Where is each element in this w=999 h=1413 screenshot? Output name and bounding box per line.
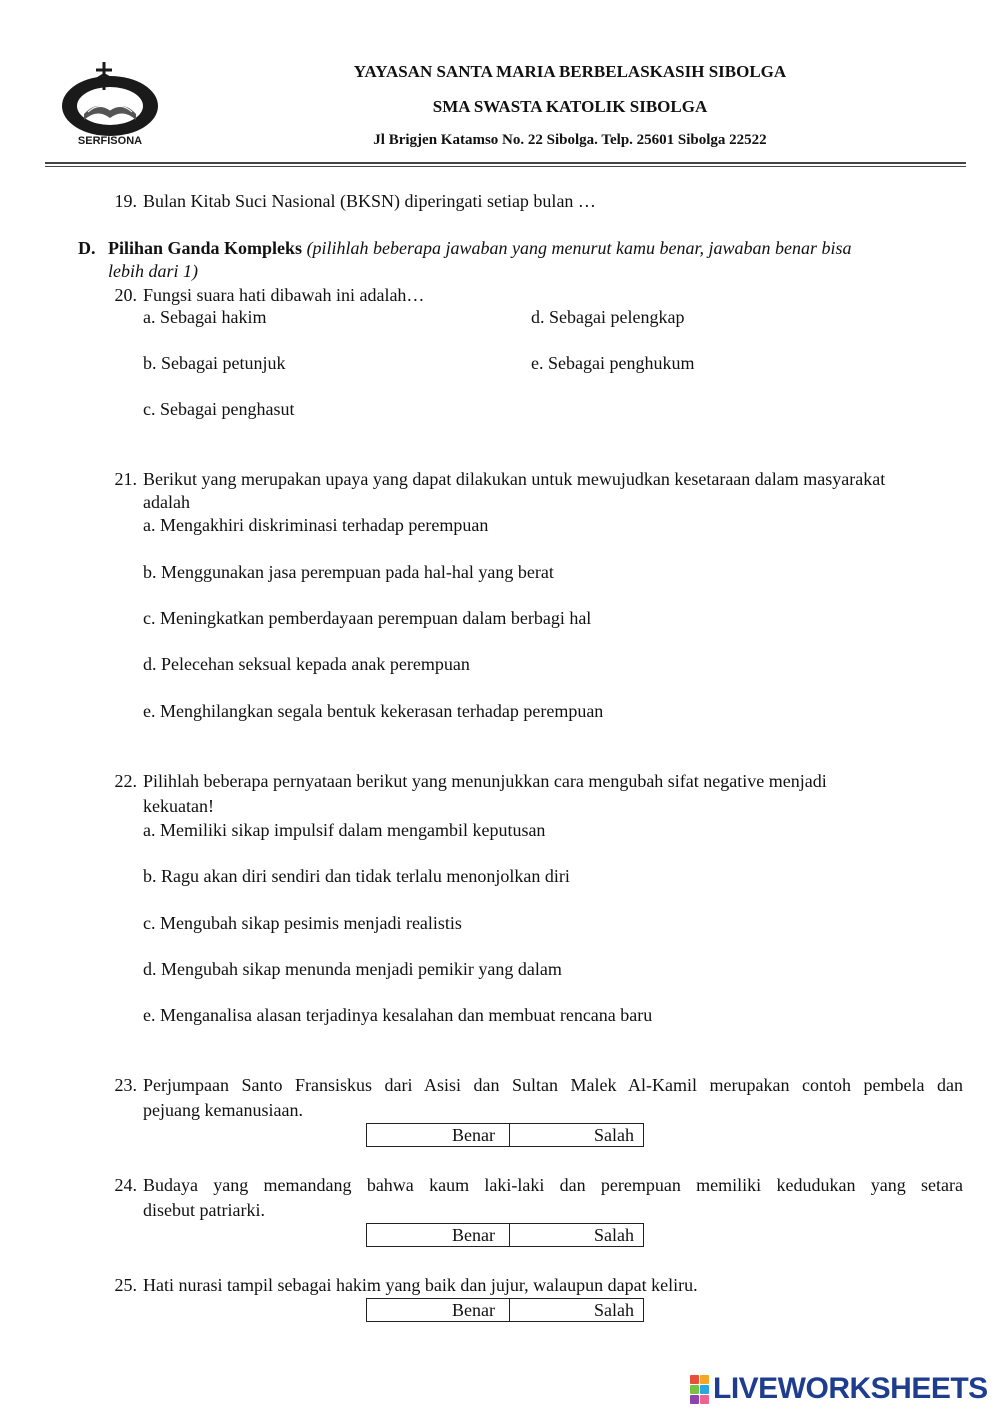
logo-square: [690, 1385, 699, 1394]
answer-option[interactable]: e. Menganalisa alasan terjadinya kesalahan dan membuat rencana baru: [143, 1005, 653, 1025]
true-option[interactable]: Benar: [367, 1224, 510, 1246]
question-text: Hati nurasi tampil sebagai hakim yang baik dan jujur, walaupun dapat keliru.: [143, 1275, 698, 1295]
svg-text:SERFISONA: SERFISONA: [77, 135, 143, 147]
question-text: Fungsi suara hati dibawah ini adalah…: [143, 285, 425, 305]
liveworksheets-logo-icon: [690, 1375, 709, 1404]
section-instruction-cont: lebih dari 1): [108, 261, 198, 281]
answer-option[interactable]: a. Sebagai hakim: [143, 307, 267, 327]
false-option[interactable]: Salah: [594, 1225, 634, 1245]
true-false-selector: [366, 1123, 644, 1147]
question-number: 25.: [114, 1275, 137, 1295]
logo-square: [690, 1395, 699, 1404]
question-text-cont: adalah: [143, 492, 190, 512]
logo-square: [700, 1375, 709, 1384]
true-false-selector: [366, 1223, 644, 1247]
answer-option[interactable]: e. Sebagai penghukum: [531, 353, 695, 373]
question-text: Pilihlah beberapa pernyataan berikut yang menunjukkan cara mengubah sifat negative menjadi: [143, 771, 827, 791]
header-divider: [45, 162, 966, 164]
answer-option[interactable]: b. Sebagai petunjuk: [143, 353, 286, 373]
question-text: Budaya yang memandang bahwa kaum laki-laki dan perempuan memiliki kedudukan yang setara: [143, 1175, 963, 1195]
header-divider-thin: [45, 166, 966, 167]
question-text: Bulan Kitab Suci Nasional (BKSN) diperingati setiap bulan …: [143, 191, 596, 211]
answer-option[interactable]: a. Memiliki sikap impulsif dalam mengambil keputusan: [143, 820, 546, 840]
question-number: 24.: [114, 1175, 137, 1195]
section-label: D.: [78, 238, 96, 258]
true-option[interactable]: Benar: [367, 1299, 510, 1321]
section-heading: [108, 238, 852, 259]
answer-option[interactable]: d. Pelecehan seksual kepada anak perempuan: [143, 654, 470, 674]
answer-option[interactable]: b. Ragu akan diri sendiri dan tidak terlalu menonjolkan diri: [143, 866, 570, 886]
logo-square: [700, 1385, 709, 1394]
answer-option[interactable]: a. Mengakhiri diskriminasi terhadap perempuan: [143, 515, 489, 535]
question-text: Berikut yang merupakan upaya yang dapat dilakukan untuk mewujudkan kesetaraan dalam masyarakat: [143, 469, 886, 489]
foundation-name: YAYASAN SANTA MARIA BERBELASKASIH SIBOLGA: [353, 62, 787, 81]
logo-square: [700, 1395, 709, 1404]
question-number: 20.: [114, 285, 137, 305]
school-address: Jl Brigjen Katamso No. 22 Sibolga. Telp. 25601 Sibolga 22522: [373, 132, 767, 148]
question-text-cont: pejuang kemanusiaan.: [143, 1100, 303, 1120]
answer-option[interactable]: b. Menggunakan jasa perempuan pada hal-hal yang berat: [143, 562, 554, 582]
liveworksheets-brand[interactable]: [690, 1374, 988, 1404]
school-name: SMA SWASTA KATOLIK SIBOLGA: [432, 97, 708, 116]
true-false-selector: [366, 1298, 644, 1322]
logo-square: [690, 1375, 699, 1384]
section-title: Pilihan Ganda Kompleks: [108, 238, 303, 258]
question-text-cont: disebut patriarki.: [143, 1200, 265, 1220]
answer-option[interactable]: d. Mengubah sikap menunda menjadi pemikir yang dalam: [143, 959, 562, 979]
liveworksheets-wordmark: LIVEWORKSHEETS: [713, 1372, 988, 1405]
question-number: 21.: [114, 469, 137, 489]
question-text-cont: kekuatan!: [143, 796, 214, 816]
false-option[interactable]: Salah: [594, 1125, 634, 1145]
question-number: 22.: [114, 771, 137, 791]
question-text: Perjumpaan Santo Fransiskus dari Asisi dan Sultan Malek Al-Kamil merupakan contoh pembela dan: [143, 1075, 963, 1095]
section-instruction: (pilihlah beberapa jawaban yang menurut kamu benar, jawaban benar bisa: [306, 238, 852, 258]
answer-option[interactable]: c. Mengubah sikap pesimis menjadi realistis: [143, 913, 462, 933]
question-number: 23.: [114, 1075, 137, 1095]
false-option[interactable]: Salah: [594, 1300, 634, 1320]
question-number: 19.: [114, 191, 137, 211]
answer-option[interactable]: e. Menghilangkan segala bentuk kekerasan terhadap perempuan: [143, 701, 604, 721]
true-option[interactable]: Benar: [367, 1124, 510, 1146]
answer-option[interactable]: c. Sebagai penghasut: [143, 399, 295, 419]
answer-option[interactable]: d. Sebagai pelengkap: [531, 307, 685, 327]
answer-option[interactable]: c. Meningkatkan pemberdayaan perempuan dalam berbagi hal: [143, 608, 592, 628]
